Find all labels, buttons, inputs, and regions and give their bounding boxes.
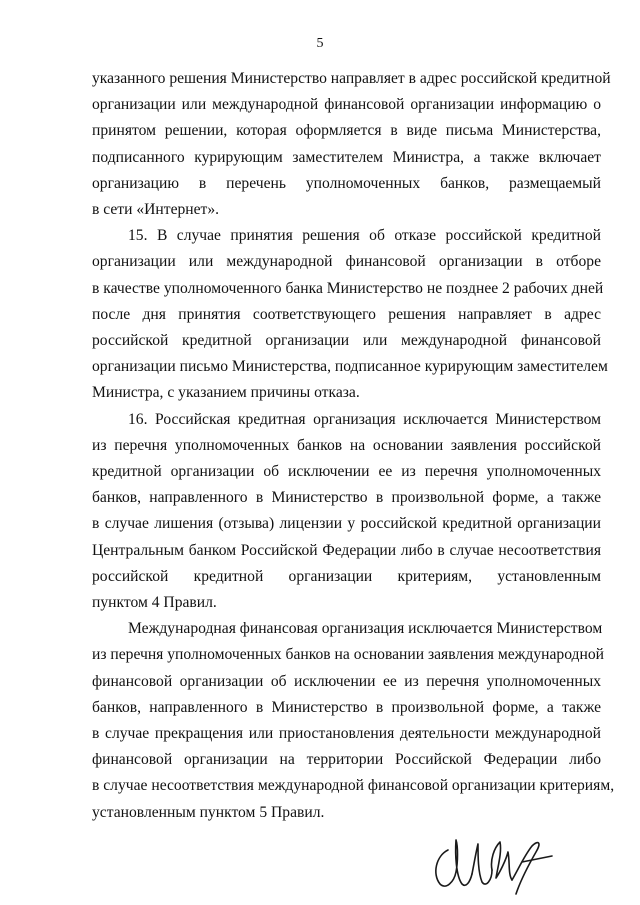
text-line: в сети «Интернет». [92, 201, 220, 219]
text-line: в случае лишения (отзыва) лицензии у российской кредитной организации [92, 515, 601, 533]
paragraph-item-16 [92, 407, 601, 617]
text-line: после дня принятия соответствующего решения направляет в адрес [92, 305, 601, 323]
text-line: в качестве уполномоченного банка Министерство не позднее 2 рабочих дней [92, 279, 604, 297]
text-line: финансовой организации на территории Российской Федерации либо [92, 751, 601, 769]
paragraph-international [92, 616, 615, 826]
text-line: из перечня уполномоченных банков на основании заявления российской [92, 436, 601, 454]
paragraph-intro [92, 66, 611, 223]
text-line: в случае несоответствия международной финансовой организации критериям, [92, 777, 615, 795]
text-line: принятом решении, которая оформляется в виде письма Министерства, [92, 122, 601, 140]
text-line: финансовой организации об исключении ее из перечня уполномоченных [92, 672, 601, 690]
text-line: российской кредитной организации критериям, установленным [92, 567, 601, 585]
text-line: пунктом 4 Правил. [92, 594, 217, 612]
text-line: банков, направленного в Министерство в произвольной форме, а также [92, 489, 601, 507]
page-number: 5 [316, 36, 324, 51]
text-line: организации или международной финансовой организации в отборе [92, 253, 601, 271]
document-body [92, 66, 615, 826]
text-line: организации письмо Министерства, подписанное курирующим заместителем [92, 358, 608, 376]
paragraph-item-15 [92, 223, 608, 406]
handwritten-signature [428, 826, 558, 898]
text-line: в случае прекращения или приостановления деятельности международной [92, 725, 601, 743]
text-line: указанного решения Министерство направляет в адрес российской кредитной [92, 70, 611, 87]
text-line: из перечня уполномоченных банков на основании заявления международной [92, 646, 604, 664]
text-line: банков, направленного в Министерство в произвольной форме, а также [92, 698, 601, 716]
text-line: Международная финансовая организация исключается Министерством [128, 620, 603, 638]
text-line: установленным пунктом 5 Правил. [92, 803, 325, 821]
text-line: Министра, с указанием причины отказа. [92, 384, 360, 402]
text-line: российской кредитной организации или международной финансовой [92, 332, 601, 350]
text-line: организации или международной финансовой организации информацию о [92, 96, 601, 114]
text-line: Центральным банком Российской Федерации либо в случае несоответствия [92, 541, 601, 559]
text-line: 15. В случае принятия решения об отказе российской кредитной [128, 227, 601, 245]
text-line: кредитной организации об исключении ее из перечня уполномоченных [92, 463, 601, 481]
text-line: 16. Российская кредитная организация исключается Министерством [128, 410, 601, 428]
text-line: подписанного курирующим заместителем Министра, а также включает [92, 148, 601, 166]
text-line: организацию в перечень уполномоченных банков, размещаемый [92, 174, 601, 192]
